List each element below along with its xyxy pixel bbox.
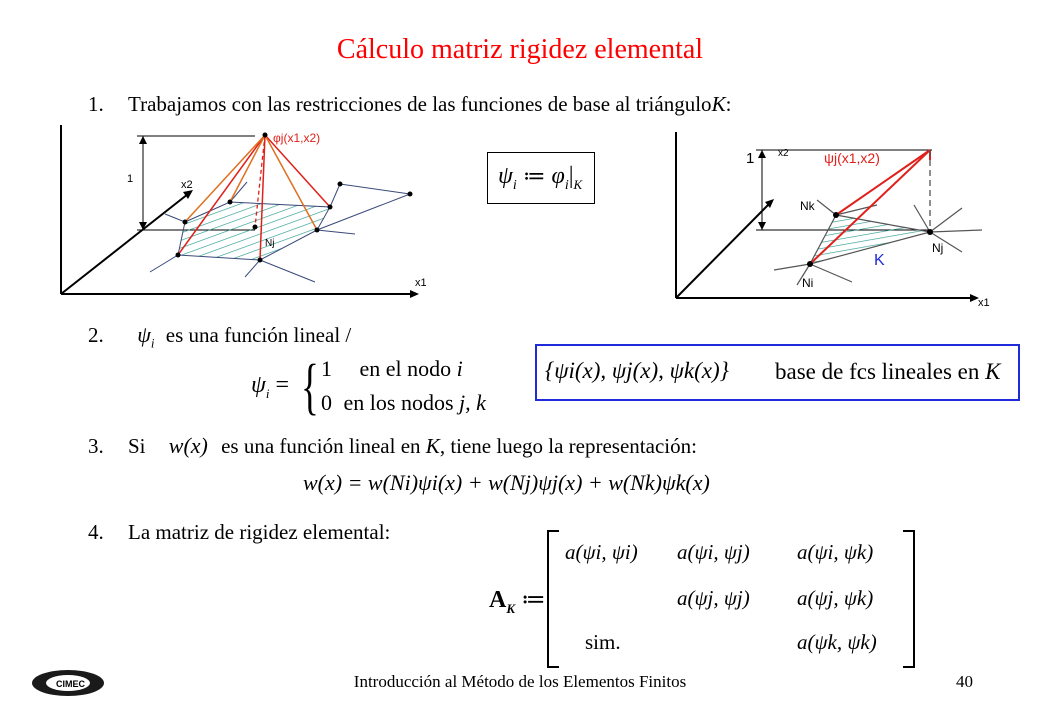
left-one-label: 1 [127,173,134,185]
representation-formula: w(x) = w(Ni)ψi(x) + w(Nj)ψj(x) + w(Nk)ψk(x) [303,470,710,495]
matrix-lhs: $A_K$ ≔ [489,587,546,616]
item-2-text: es una función lineal / [165,323,352,347]
item-1 [88,92,731,117]
item-2 [88,322,351,351]
psi-definition: $\psi_i$ = { 1 en el nodo i 0 en los nodos j, k [251,353,486,421]
matrix-cell-1-2: a(ψi, ψj) [677,540,750,564]
right-x2-label: x2 [778,148,789,159]
matrix-cell-1-1: a(ψi, ψi) [565,540,638,564]
right-restricted-function-figure [662,130,1002,315]
left-phi-label: φj(x1,x2) [273,131,321,145]
item-1-tail: : [725,92,732,116]
right-k-label: K [874,252,885,269]
item-2-psi: $\psi_i$ [137,322,155,351]
basis-set: {ψi(x), ψj(x), ψk(x)} [545,358,729,383]
right-nj-label: Nj [932,241,944,255]
item-1-number: 1. [88,92,104,116]
stiffness-matrix [485,530,925,670]
item-1-text: Trabajamos con las restricciones de las funciones de base al triángulo [128,92,712,116]
slide-footer: Introducción al Método de los Elementos Finitos [353,672,687,691]
matrix-cell-2-2: a(ψj, ψj) [677,586,750,610]
item-3-w: w(x) [168,433,208,458]
item-2-number: 2. [88,323,104,347]
right-one-label: 1 [746,150,755,167]
matrix-cell-3-1: sim. [585,630,621,654]
restriction-formula: $\psi_i$ ≔ $\varphi_i|_K$ [498,163,583,193]
left-x1-label: x1 [415,277,427,289]
left-node-label: Nj [265,238,275,249]
item-3-number: 3. [88,434,104,458]
matrix-cell-3-3: a(ψk, ψk) [797,630,877,654]
right-x2-axis [676,203,770,298]
item-4 [88,520,390,545]
item-1-var: K [711,92,726,116]
item-3-pre: Si [128,434,146,458]
basis-box [535,344,1020,401]
item-3-tail: , tiene luego la representación: [439,434,697,458]
item-4-number: 4. [88,520,104,544]
slide-title: Cálculo matriz rigidez elemental [336,34,704,65]
left-x2-label: x2 [181,179,193,191]
right-triangle-k [810,215,930,264]
basis-text: base de fcs lineales en K [775,359,1001,384]
cimec-logo-text: CIMEC [56,679,85,689]
item-4-text: La matriz de rigidez elemental: [128,520,391,544]
left-hat-function-figure [55,122,440,312]
matrix-cell-2-3: a(ψj, ψk) [797,586,874,610]
right-x1-label: x1 [978,297,990,309]
restriction-formula-box [487,152,595,204]
page-number: 40 [956,672,973,691]
right-psi-label: ψj(x1,x2) [824,150,880,166]
matrix-cell-1-3: a(ψi, ψk) [797,540,874,564]
left-x2-axis [61,194,188,294]
right-nk-label: Nk [800,199,815,213]
item-3 [88,433,697,459]
item-3-text: es una función lineal en [221,434,421,458]
right-ni-label: Ni [802,276,814,290]
item-3-var: K [425,434,440,458]
